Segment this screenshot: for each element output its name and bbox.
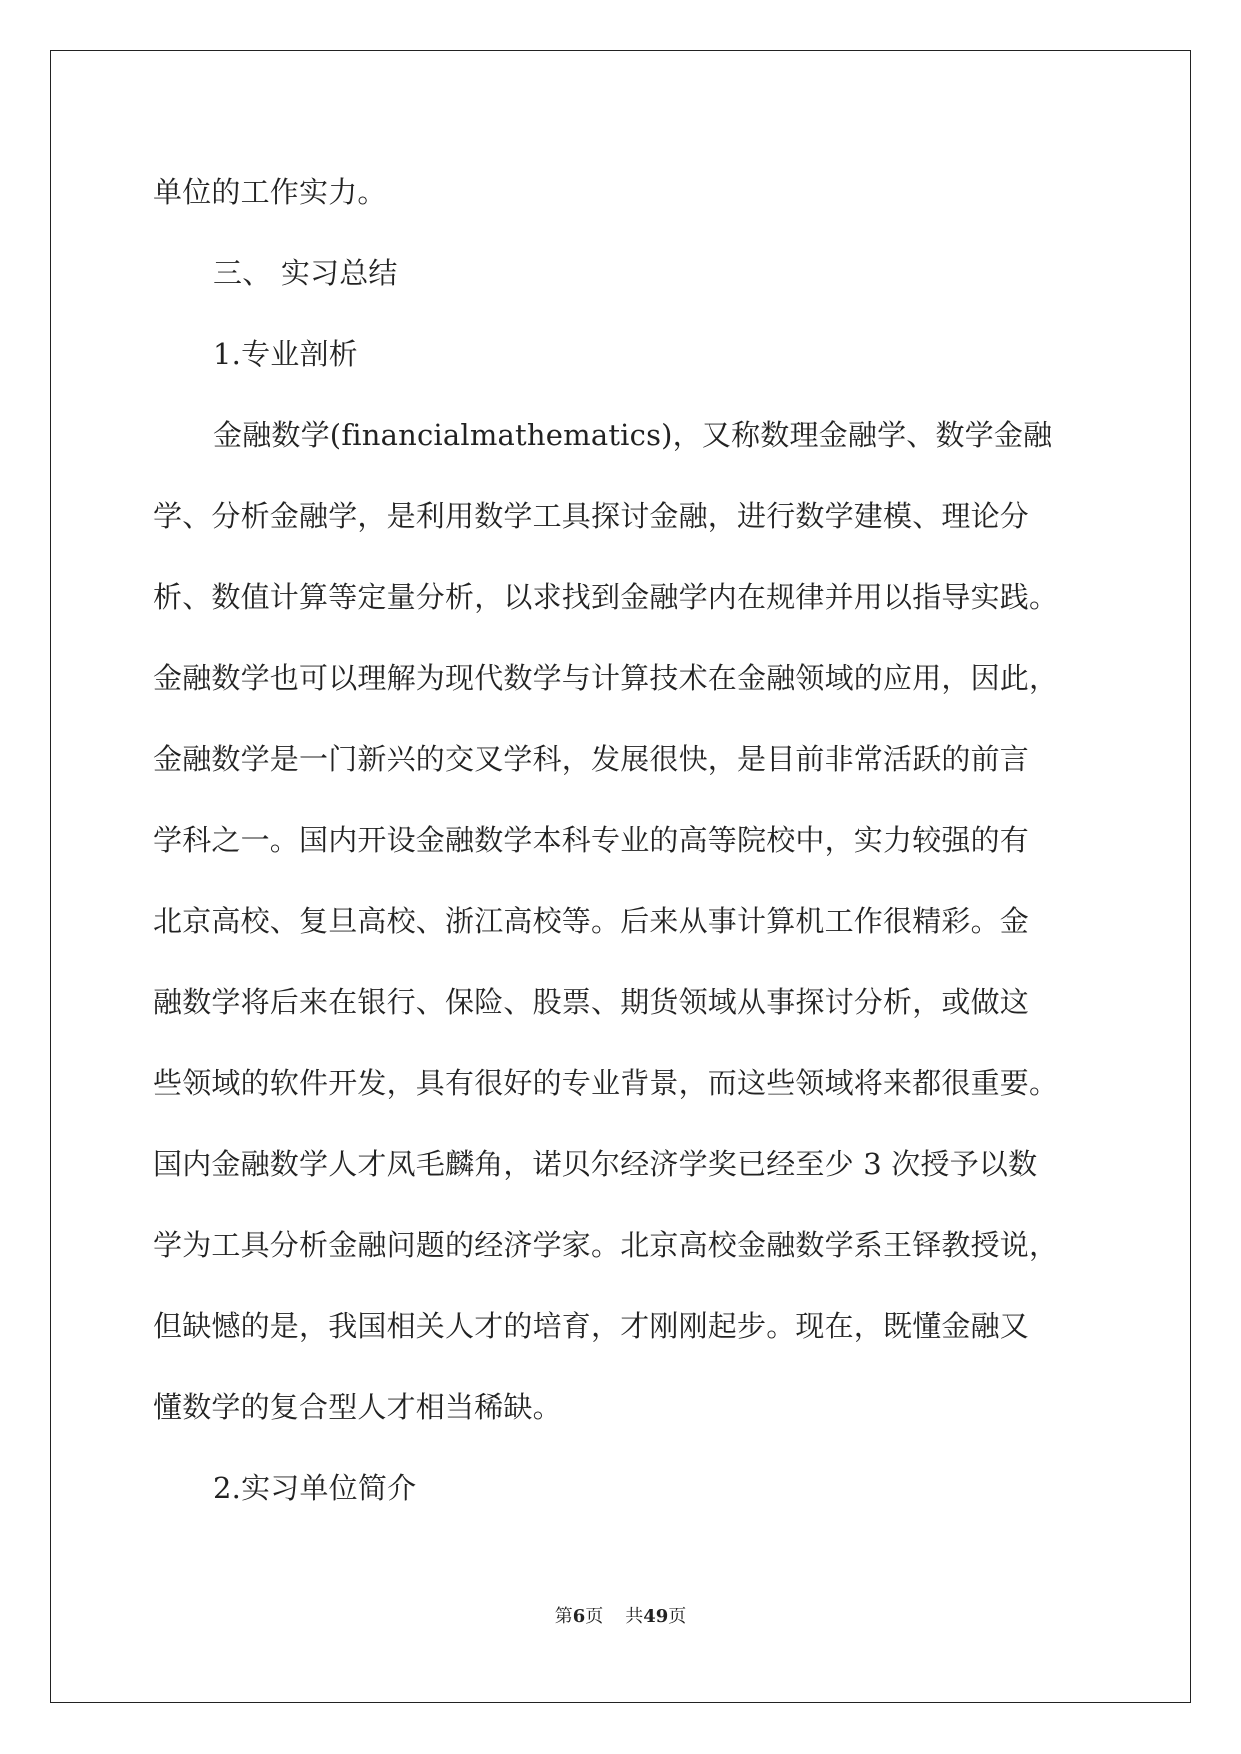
paragraph-line: 国内金融数学人才凤毛麟角，诺贝尔经济学奖已经至少 3 次授予以数 <box>153 1147 1038 1181</box>
page-footer <box>0 1602 1241 1628</box>
paragraph-line: 金融数学也可以理解为现代数学与计算技术在金融领域的应用，因此， <box>153 661 1059 695</box>
section-heading: 三、 实习总结 <box>213 256 398 290</box>
paragraph-line: 但缺憾的是，我国相关人才的培育，才刚刚起步。现在，既懂金融又 <box>153 1309 1030 1343</box>
paragraph-line: 金融数学(financialmathematics)，又称数理金融学、数学金融 <box>213 418 1053 452</box>
paragraph-line: 融数学将后来在银行、保险、股票、期货领域从事探讨分析，或做这 <box>153 985 1030 1019</box>
total-suffix: 页 <box>668 1606 687 1627</box>
paragraph-line: 学科之一。国内开设金融数学本科专业的高等院校中，实力较强的有 <box>153 823 1030 857</box>
total-pages: 49 <box>643 1606 669 1627</box>
paragraph-line: 懂数学的复合型人才相当稀缺。 <box>153 1390 562 1424</box>
page-suffix: 页 <box>585 1606 604 1627</box>
paragraph-line: 北京高校、复旦高校、浙江高校等。后来从事计算机工作很精彩。金 <box>153 904 1030 938</box>
page-number: 6 <box>572 1606 586 1627</box>
paragraph-line: 金融数学是一门新兴的交叉学科，发展很快，是目前非常活跃的前言 <box>153 742 1030 776</box>
page-border <box>50 50 1191 1703</box>
subsection-heading: 1.专业剖析 <box>213 337 358 371</box>
paragraph-line: 些领域的软件开发，具有很好的专业背景，而这些领域将来都很重要。 <box>153 1066 1059 1100</box>
paragraph-line: 单位的工作实力。 <box>153 175 387 209</box>
total-prefix: 共 <box>625 1606 644 1627</box>
paragraph-line: 学为工具分析金融问题的经济学家。北京高校金融数学系王铎教授说， <box>153 1228 1059 1262</box>
paragraph-line: 析、数值计算等定量分析，以求找到金融学内在规律并用以指导实践。 <box>153 580 1059 614</box>
page-prefix: 第 <box>554 1606 573 1627</box>
subsection-heading: 2.实习单位简介 <box>213 1471 417 1505</box>
paragraph-line: 学、分析金融学，是利用数学工具探讨金融，进行数学建模、理论分 <box>153 499 1030 533</box>
